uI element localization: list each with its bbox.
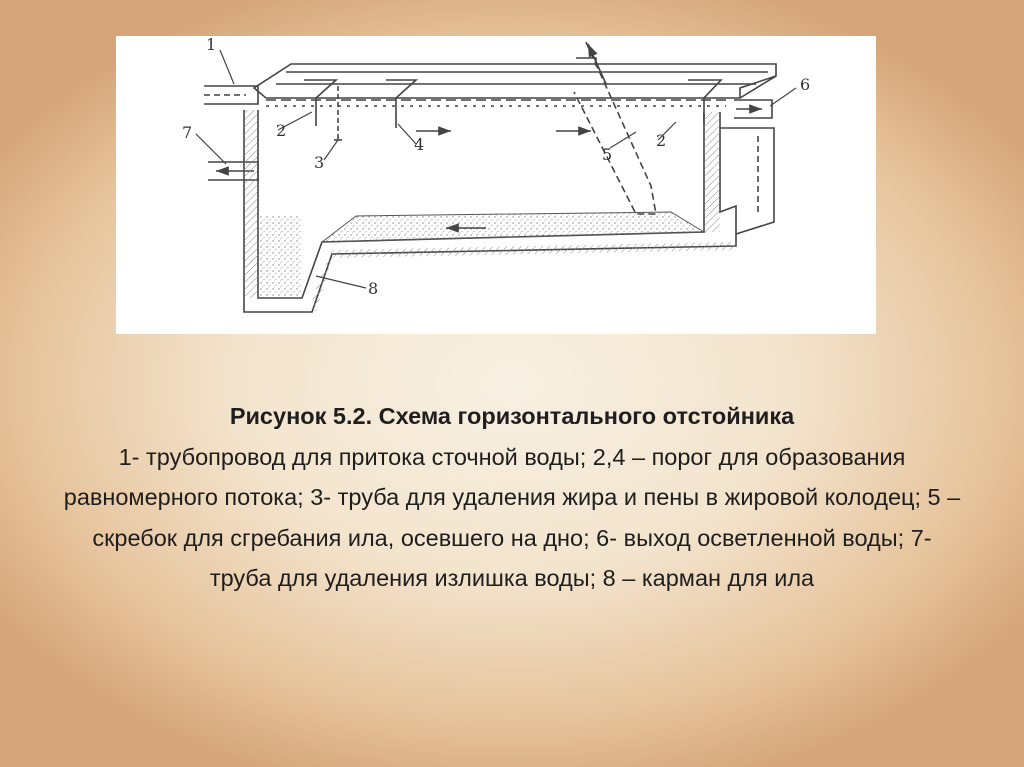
callout-1: 1 bbox=[206, 36, 217, 54]
settling-tank-diagram bbox=[116, 36, 876, 334]
sludge-layer bbox=[322, 212, 704, 242]
figure-caption bbox=[60, 396, 964, 599]
scraper bbox=[574, 42, 656, 214]
inflow-pipe bbox=[204, 86, 258, 104]
sludge-pocket bbox=[258, 216, 302, 298]
baffle-inlet bbox=[304, 80, 336, 126]
callout-5: 5 bbox=[602, 145, 613, 164]
baffle-4 bbox=[386, 80, 416, 128]
callout-2-inlet: 2 bbox=[276, 121, 287, 140]
caption-body: 1- трубопровод для притока сточной воды; 2,4 – порог для образования равномерного потока; 3- труба для удаления жира и пены в жировой колодец; 5 – скребок для сгребания ила, осевшего на дно; 6- выход осветленной воды; 7- труба для удаления излишка воды; 8 – карман для ила bbox=[63, 443, 961, 591]
caption-title: Рисунок 5.2. Схема горизонтального отстойника bbox=[229, 403, 795, 429]
callout-4: 4 bbox=[414, 135, 425, 154]
callout-2-outlet: 2 bbox=[656, 131, 667, 150]
callout-6: 6 bbox=[800, 75, 811, 94]
callout-8: 8 bbox=[368, 279, 379, 298]
diagram-figure bbox=[116, 36, 876, 334]
callout-3: 3 bbox=[314, 153, 325, 172]
scraper-frame bbox=[254, 64, 776, 98]
callout-7: 7 bbox=[182, 123, 193, 142]
